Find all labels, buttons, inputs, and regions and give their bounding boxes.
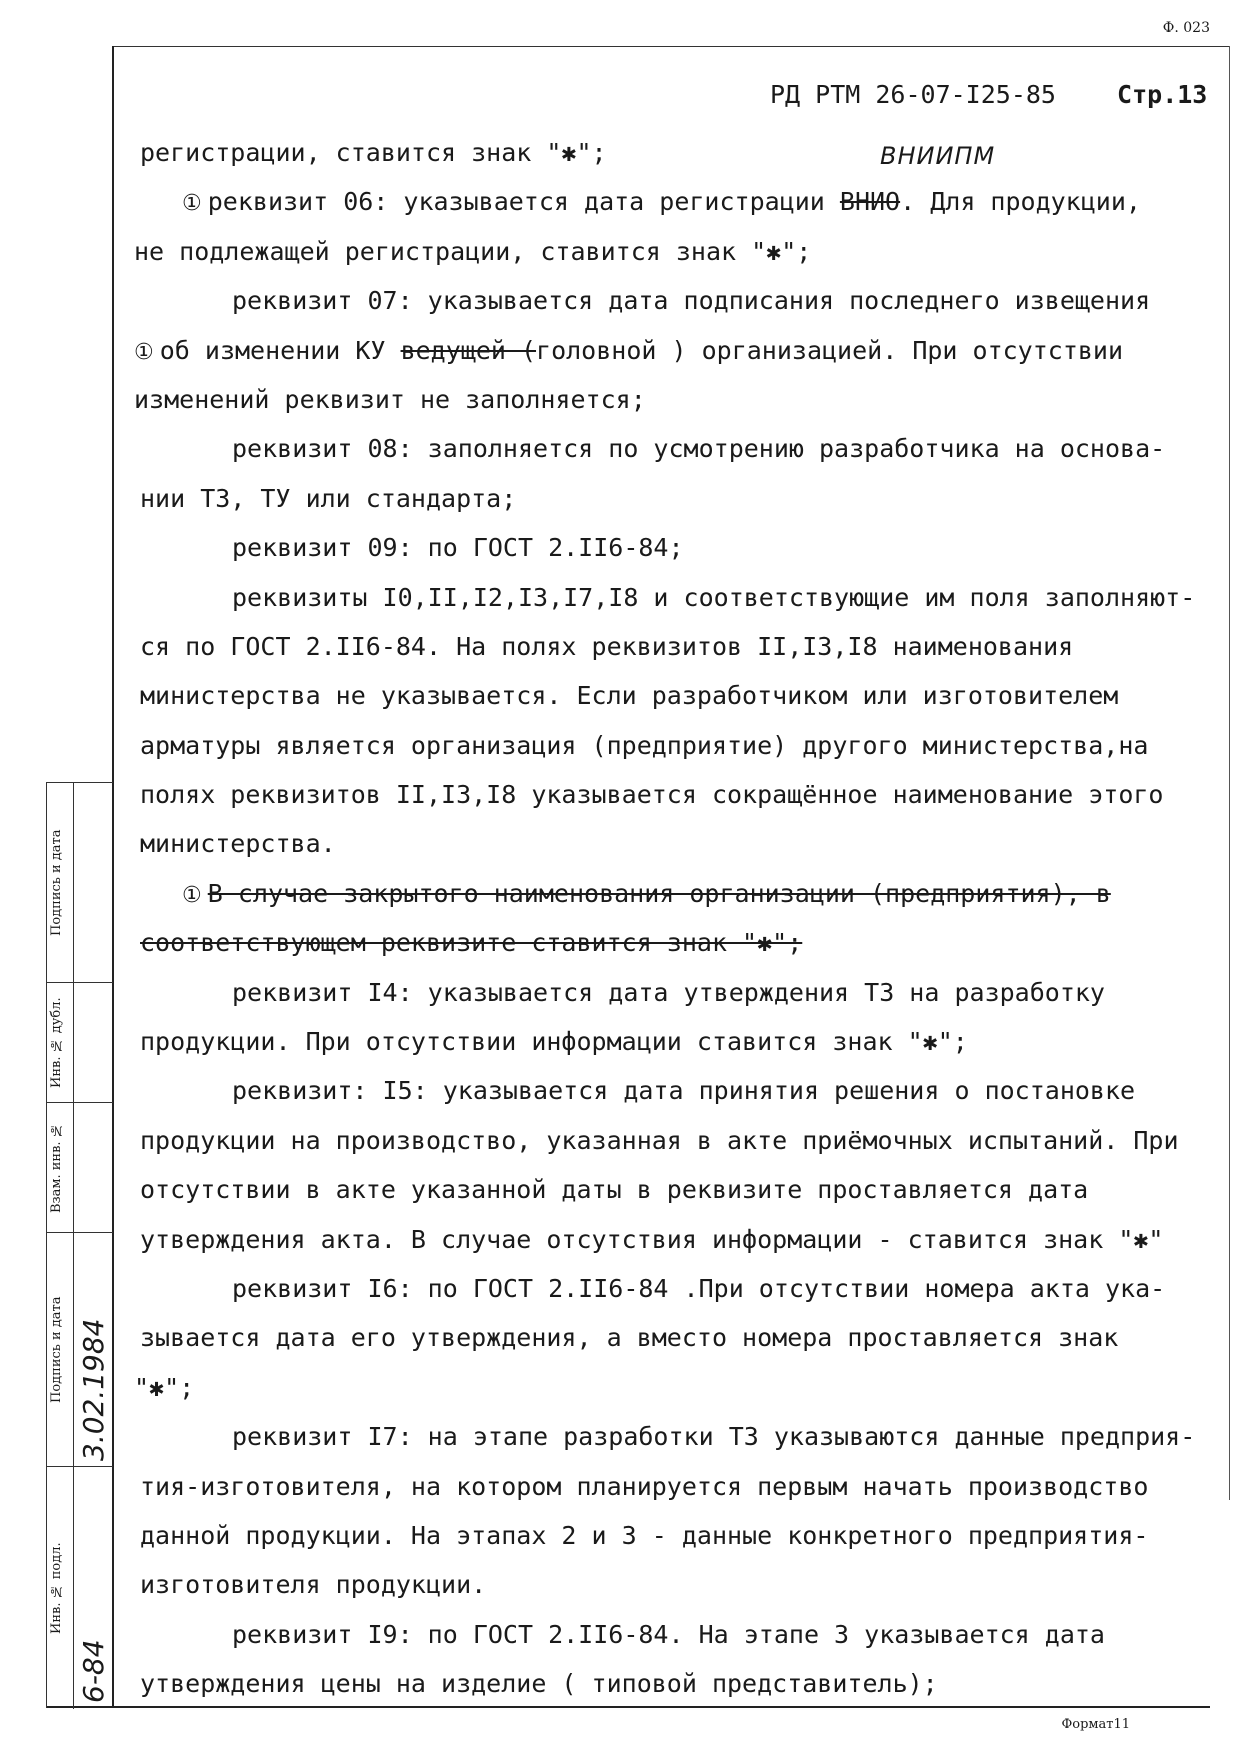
document-number: РД РТМ 26-07-I25-85 (770, 80, 1056, 109)
text-line (140, 770, 1210, 819)
line-text: реквизит I4: указывается дата утверждения ТЗ на разработку (232, 977, 1105, 1007)
line-text: полях реквизитов II,I3,I8 указывается сокращённое наименование этого (140, 780, 1164, 810)
text-line (140, 474, 1210, 523)
line-text: реквизит 09: по ГОСТ 2.II6-84; (232, 533, 684, 563)
frame-top (112, 46, 1230, 47)
text-line (140, 1610, 1210, 1659)
bottom-note: Формат11 (1061, 1717, 1130, 1732)
text-line (140, 918, 1210, 967)
text-line (140, 573, 1210, 622)
text-line (140, 1659, 1210, 1708)
stamp-divider (73, 983, 74, 1103)
text-line (134, 375, 1210, 424)
stamp-handwritten: 6-84 (77, 1639, 110, 1703)
text-line (140, 1215, 1210, 1264)
text-line (140, 1313, 1210, 1362)
stamp-divider (73, 1233, 74, 1467)
stamp-label: Взам. инв. № (49, 1122, 64, 1214)
line-text: реквизит I9: по ГОСТ 2.II6-84. На этапе 3 указывается дата (232, 1619, 1105, 1649)
stamp-cell (47, 1466, 113, 1709)
text-line (140, 819, 1210, 868)
line-text: утверждения акта. В случае отсутствия информации - ставится знак "✱" (140, 1224, 1164, 1254)
stamp-cell (47, 1232, 113, 1467)
struck-text: В случае закрытого наименования организации (предприятия), в (207, 878, 1111, 908)
line-text: продукции на производство, указанная в акте приёмочных испытаний. При (140, 1125, 1179, 1155)
stamp-label: Подпись и дата (49, 829, 64, 937)
struck-text: ВНИО (839, 187, 901, 217)
text-line (140, 276, 1210, 325)
text-line (140, 869, 1210, 918)
line-text: зывается дата его утверждения, а вместо номера проставляется знак (140, 1323, 1119, 1353)
revision-mark: ① (182, 191, 202, 217)
text-line (134, 227, 1210, 276)
stamp-cell (47, 982, 113, 1103)
stamp-label: Инв. № подл. (49, 1542, 64, 1634)
side-stamp (46, 782, 113, 1708)
line-text: не подлежащей регистрации, ставится знак "✱"; (134, 236, 812, 266)
text-line (140, 1165, 1210, 1214)
line-text: головной ) организацией. При отсутствии (536, 335, 1124, 365)
line-text: реквизит I6: по ГОСТ 2.II6-84 .При отсутствии номера акта ука- (232, 1273, 1166, 1303)
frame-right (1229, 46, 1230, 1500)
text-line (140, 128, 1210, 177)
line-text: продукции. При отсутствии информации ставится знак "✱"; (140, 1027, 968, 1057)
line-text: об изменении КУ (159, 335, 401, 365)
text-line (140, 1412, 1210, 1461)
line-text: реквизит 06: указывается дата регистрации (207, 187, 840, 217)
line-text: реквизит 07: указывается дата подписания последнего извещения (232, 286, 1151, 316)
line-text: нии ТЗ, ТУ или стандарта; (140, 483, 517, 513)
text-line (140, 968, 1210, 1017)
line-text: . Для продукции, (900, 187, 1141, 217)
revision-mark: ① (182, 882, 202, 908)
struck-text: ведущей ( (400, 335, 537, 365)
text-line (140, 177, 1210, 226)
form-code: Ф. 023 (1162, 20, 1210, 36)
revision-mark: ① (134, 339, 154, 365)
document-header (770, 80, 1207, 109)
stamp-divider (73, 1103, 74, 1233)
stamp-divider (73, 1467, 74, 1709)
text-line (140, 523, 1210, 572)
text-line (140, 1511, 1210, 1560)
text-line (140, 1116, 1210, 1165)
line-text: изменений реквизит не заполняется; (134, 384, 646, 414)
stamp-label: Инв. № дубл. (49, 997, 64, 1089)
line-text: отсутствии в акте указанной даты в реквизите проставляется дата (140, 1175, 1089, 1205)
line-text: министерства. (140, 829, 336, 859)
stamp-label: Подпись и дата (49, 1296, 64, 1404)
line-text: ся по ГОСТ 2.II6-84. На полях реквизитов II,I3,I8 наименования (140, 631, 1074, 661)
text-line (140, 1017, 1210, 1066)
line-text: изготовителя продукции. (140, 1570, 487, 1600)
line-text: утверждения цены на изделие ( типовой представитель); (140, 1669, 938, 1699)
text-line (140, 721, 1210, 770)
line-text: арматуры является организация (предприятие) другого министерства,на (140, 730, 1149, 760)
text-line (140, 1066, 1210, 1115)
line-text: министерства не указывается. Если разработчиком или изготовителем (140, 681, 1119, 711)
line-text: реквизит: I5: указывается дата принятия решения о постановке (232, 1076, 1136, 1106)
page-number: Стр.13 (1117, 80, 1208, 109)
stamp-cell (47, 1102, 113, 1233)
text-line (140, 1560, 1210, 1609)
text-line (140, 1462, 1210, 1511)
document-body (134, 128, 1210, 1709)
text-line (134, 326, 1210, 375)
line-text: данной продукции. На этапах 2 и 3 - данные конкретного предприятия- (140, 1520, 1149, 1550)
line-text: реквизит 08: заполняется по усмотрению разработчика на основа- (232, 434, 1166, 464)
text-line (140, 424, 1210, 473)
struck-text: соответствующем реквизите ставится знак "✱"; (140, 928, 803, 958)
line-text: тия-изготовителя, на котором планируется первым начать производство (140, 1471, 1149, 1501)
line-text: регистрации, ставится знак "✱"; (140, 138, 607, 167)
text-line (134, 1363, 1210, 1412)
stamp-handwritten: 3.02.1984 (77, 1318, 110, 1461)
line-text: реквизит I7: на этапе разработки ТЗ указываются данные предприя- (232, 1422, 1196, 1452)
line-text: реквизиты I0,II,I2,I3,I7,I8 и соответствующие им поля заполняют- (232, 582, 1196, 612)
text-line (140, 622, 1210, 671)
handwritten-correction: ВНИИПМ (880, 142, 996, 170)
stamp-divider (73, 783, 74, 983)
stamp-cell (47, 782, 113, 983)
text-line (140, 671, 1210, 720)
text-line (140, 1264, 1210, 1313)
line-text: "✱"; (134, 1372, 195, 1402)
